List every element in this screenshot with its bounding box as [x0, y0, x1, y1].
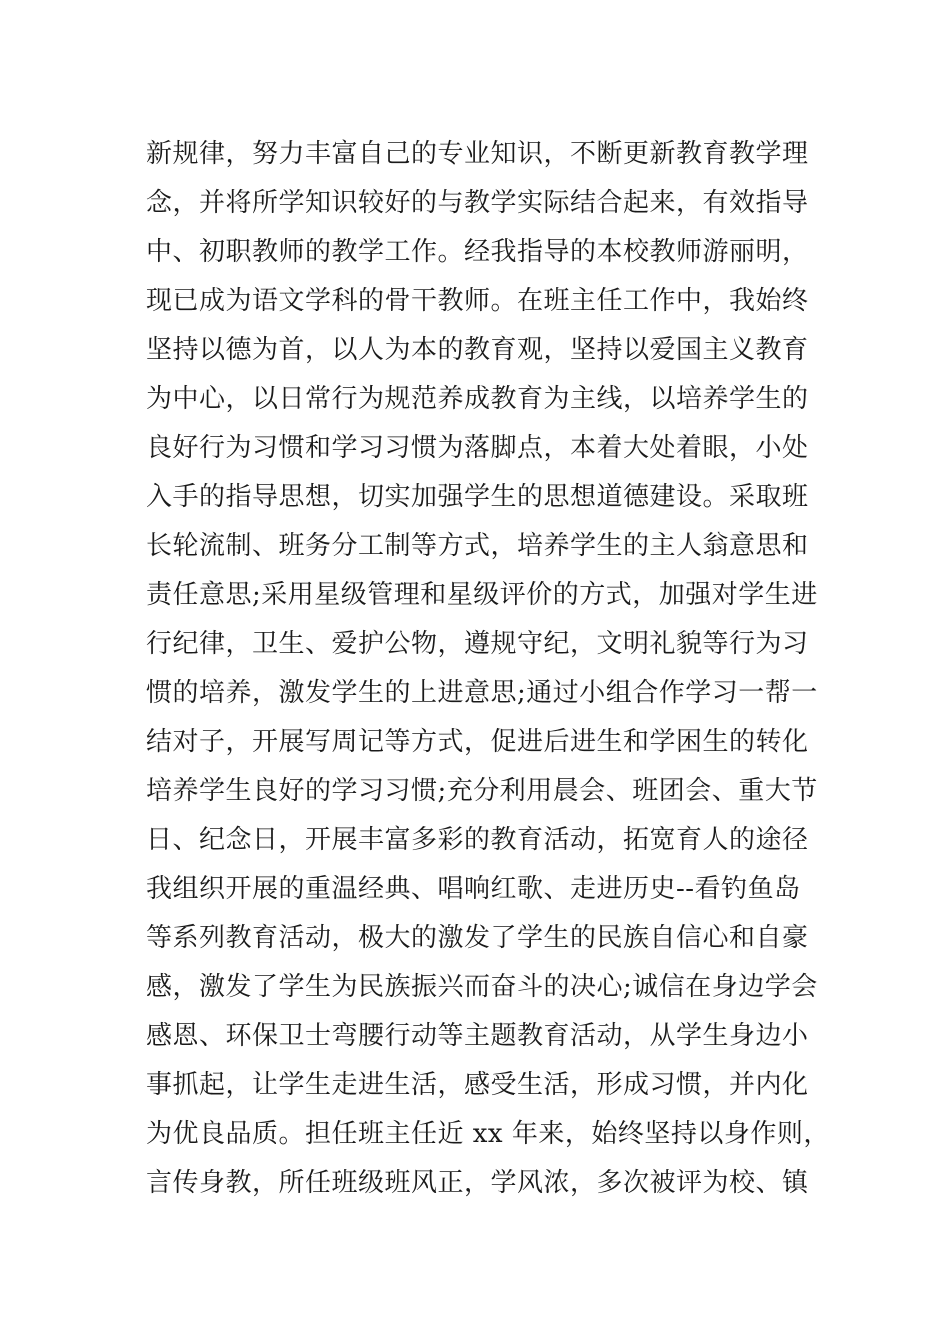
text-line: 行纪律，卫生、爱护公物，遵规守纪，文明礼貌等行为习	[146, 629, 809, 659]
body-text	[146, 133, 830, 1211]
text-line: 责任意思;采用星级管理和星级评价的方式，加强对学生进	[146, 580, 818, 610]
text-line: 入手的指导思想，切实加强学生的思想道德建设。采取班	[146, 482, 809, 512]
text-line: 感，激发了学生为民族振兴而奋斗的决心;诚信在身边学会	[146, 972, 818, 1002]
text-line: 感恩、环保卫士弯腰行动等主题教育活动，从学生身边小	[146, 1021, 809, 1051]
text-line: 我组织开展的重温经典、唱响红歌、走进历史--看钓鱼岛	[146, 874, 801, 904]
text-line: 为优良品质。担任班主任近 xx 年来，始终坚持以身作则，	[146, 1119, 830, 1149]
text-line: 坚持以德为首，以人为本的教育观，坚持以爱国主义教育	[146, 335, 809, 365]
text-line: 念，并将所学知识较好的与教学实际结合起来，有效指导	[146, 188, 809, 218]
text-line: 等系列教育活动，极大的激发了学生的民族自信心和自豪	[146, 923, 809, 953]
text-line: 言传身教，所任班级班风正，学风浓，多次被评为校、镇	[146, 1168, 809, 1198]
text-line: 结对子，开展写周记等方式，促进后进生和学困生的转化	[146, 727, 809, 757]
text-line: 现已成为语文学科的骨干教师。在班主任工作中，我始终	[146, 286, 809, 316]
text-line: 新规律，努力丰富自己的专业知识，不断更新教育教学理	[146, 139, 809, 169]
text-line: 为中心，以日常行为规范养成教育为主线，以培养学生的	[146, 384, 809, 414]
text-line: 事抓起，让学生走进生活，感受生活，形成习惯，并内化	[146, 1070, 809, 1100]
text-line: 日、纪念日，开展丰富多彩的教育活动，拓宽育人的途径	[146, 825, 809, 855]
text-line: 长轮流制、班务分工制等方式，培养学生的主人翁意思和	[146, 531, 809, 561]
text-line: 培养学生良好的学习习惯;充分利用晨会、班团会、重大节	[146, 776, 818, 806]
text-line: 惯的培养，激发学生的上进意思;通过小组合作学习一帮一	[146, 678, 818, 708]
text-line: 中、初职教师的教学工作。经我指导的本校教师游丽明，	[146, 237, 809, 267]
text-line: 良好行为习惯和学习习惯为落脚点，本着大处着眼，小处	[146, 433, 809, 463]
